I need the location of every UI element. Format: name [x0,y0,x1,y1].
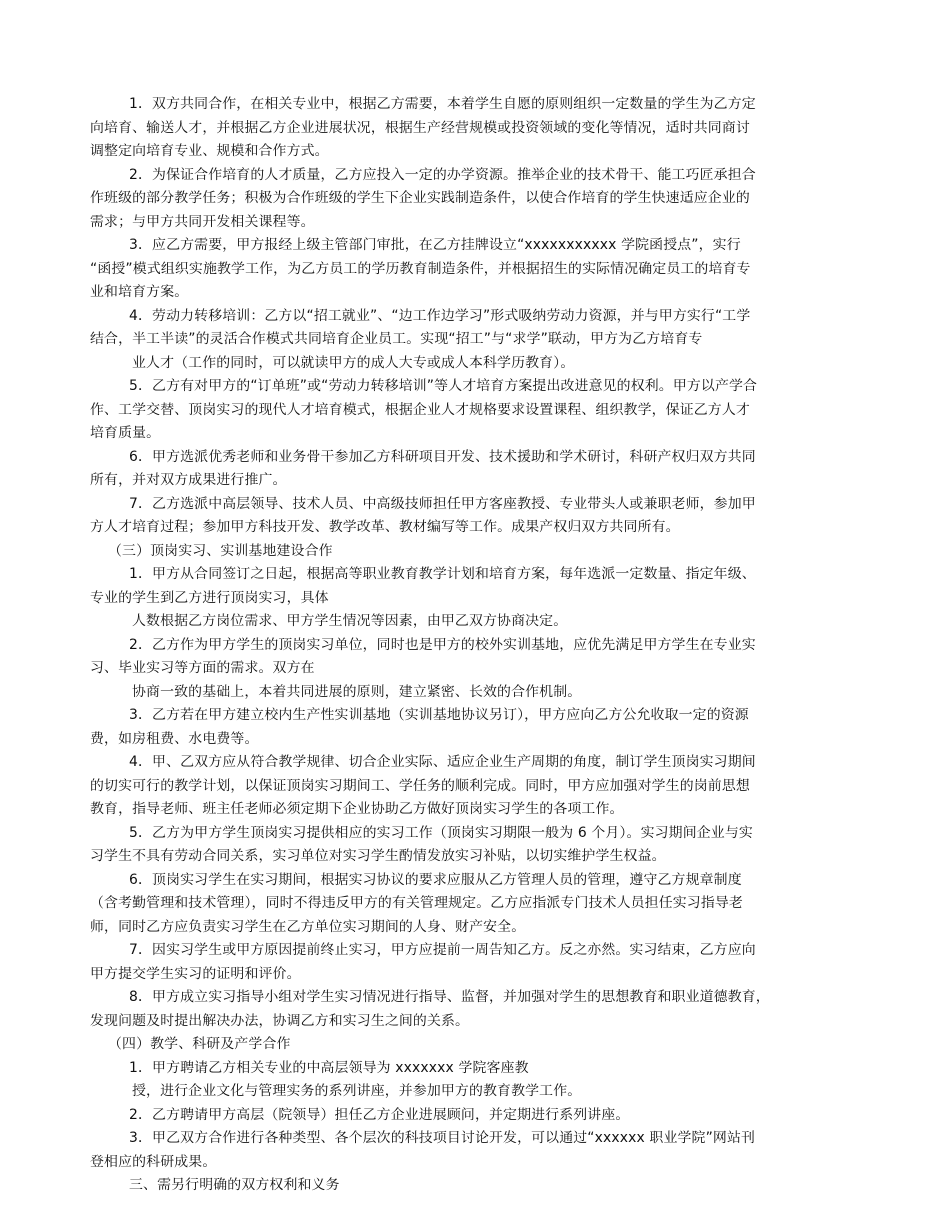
text-line: 5．乙方有对甲方的“订单班”或“劳动力转移培训”等人才培育方案提出改进意见的权利。甲方以产学合 [129,378,758,394]
text-line: 方人才培育过程；参加甲方科技开发、教学改革、教材编写等工作。成果产权归双方共同所有。 [90,519,680,535]
text-line: 专业的学生到乙方进行顶岗实习，具体 [90,589,329,606]
text-line: 作、工学交替、顶岗实习的现代人才培育模式，根据企业人才规格要求设置课程、组织教学，保证乙方人才 [90,401,750,418]
text-line: 2．乙方作为甲方学生的顶岗实习单位，同时也是甲方的校外实训基地，应优先满足甲方学生在专业实 [129,636,756,653]
text-line: 4．劳动力转移培训：乙方以“招工就业”、“边工作边学习”形式吸纳劳动力资源，并与甲方实行“工学 [129,307,751,324]
text-line: 2．乙方聘请甲方高层（院领导）担任乙方企业进展顾问，并定期进行系列讲座。 [129,1106,630,1123]
text-line: 向培育、输送人才，并根据乙方企业进展状况，根据生产经营规模或投资领域的变化等情况，适时共同商讨 [90,119,750,136]
text-line: （含考勤管理和技术管理），同时不得违反甲方的有关管理规定。乙方应指派专门技术人员担任实习指导老 [90,895,743,911]
text-line: 发现问题及时提出解决办法，协调乙方和实习生之间的关系。 [90,1012,470,1029]
text-line: 5．乙方为甲方学生顶岗实习提供相应的实习工作（顶岗实习期限一般为 6 个月）。实习期间企业与实 [129,824,753,841]
section-heading: （四）教学、科研及产学合作 [108,1036,291,1052]
text-line: 授，进行企业文化与管理实务的系列讲座，并参加甲方的教育教学工作。 [132,1083,582,1099]
text-line: 人数根据乙方岗位需求、甲方学生情况等因素，由甲乙双方协商决定。 [132,613,568,629]
text-line: 6．顶岗实习学生在实习期间，根据实习协议的要求应服从乙方管理人员的管理，遵守乙方规章制度 [129,871,742,888]
text-line: 协商一致的基础上，本着共同进展的原则，建立紧密、长效的合作机制。 [132,683,582,700]
text-line: 3．甲乙双方合作进行各种类型、各个层次的科技项目讨论开发，可以通过“xxxxxx 职业学院”网站刊 [129,1130,756,1146]
text-line: 3．乙方若在甲方建立校内生产性实训基地（实训基地协议另订），甲方应向乙方公允收取一定的资源 [129,707,749,723]
text-line: 1．甲方从合同签订之日起，根据高等职业教育教学计划和培育方案，每年选派一定数量、指定年级、 [129,566,756,582]
text-line: 结合，半工半读”的灵活合作模式共同培育企业员工。实现“招工”与“求学”联动，甲方为乙方培育专 [90,331,703,347]
text-line: 教育，指导老师、班主任老师必须定期下企业协助乙方做好顶岗实习学生的各项工作。 [90,801,624,817]
text-line: 4．甲、乙双方应从符合教学规律、切合企业实际、适应企业生产周期的角度，制订学生顶岗实习期间 [129,754,756,770]
text-line: 7．乙方选派中高层领导、技术人员、中高级技师担任甲方客座教授、专业带头人或兼职老师，参加甲 [129,495,756,512]
text-line: 习学生不具有劳动合同关系，实习单位对实习学生酌情发放实习补贴，以切实维护学生权益。 [90,848,666,864]
text-line: 师，同时乙方应负责实习学生在乙方单位实习期间的人身、财产安全。 [90,918,526,935]
text-line: 所有，并对双方成果进行推广。 [90,472,287,488]
text-line: 业人才（工作的同时，可以就读甲方的成人大专或成人本科学历教育）。 [132,354,575,371]
text-line: 1．双方共同合作，在相关专业中，根据乙方需要，本着学生自愿的原则组织一定数量的学生为乙方定 [129,96,756,112]
text-line: 1．甲方聘请乙方相关专业的中高层领导为 xxxxxxx 学院客座教 [129,1059,529,1076]
text-line: 登相应的科研成果。 [90,1153,217,1170]
section-heading: （三）顶岗实习、实训基地建设合作 [108,542,333,559]
text-line: 的切实可行的教学计划，以保证顶岗实习期间工、学任务的顺利完成。同时，甲方应加强对学生的岗前思想 [90,777,750,794]
text-line: 6．甲方选派优秀老师和业务骨干参加乙方科研项目开发、技术援助和学术研讨，科研产权归双方共同 [129,448,756,465]
text-line: 调整定向培育专业、规模和合作方式。 [90,143,329,159]
text-line: 3．应乙方需要，甲方报经上级主管部门审批，在乙方挂牌设立“xxxxxxxxxxx 学院函授点”，实行 [129,237,741,253]
text-line: 8．甲方成立实习指导小组对学生实习情况进行指导、监督，并加强对学生的思想教育和职业道德教育， [129,989,770,1005]
section-heading: 三、需另行明确的双方权利和义务 [129,1177,340,1193]
text-line: 作班级的部分教学任务；积极为合作班级的学生下企业实践制造条件，以使合作培育的学生快速适应企业的 [90,190,750,206]
text-line: 2．为保证合作培育的人才质量，乙方应投入一定的办学资源。推举企业的技术骨干、能工巧匠承担合 [129,166,756,183]
text-line: 业和培育方案。 [90,284,189,300]
text-line: 甲方提交学生实习的证明和评价。 [90,965,301,982]
text-line: 7．因实习学生或甲方原因提前终止实习，甲方应提前一周告知乙方。反之亦然。实习结束，乙方应向 [129,942,756,958]
text-line: 需求；与甲方共同开发相关课程等。 [90,213,315,230]
text-line: 费，如房租费、水电费等。 [90,730,259,747]
text-line: 习、毕业实习等方面的需求。双方在 [90,660,315,676]
text-line: “函授”模式组织实施教学工作，为乙方员工的学历教育制造条件，并根据招生的实际情况确定员工的培育专 [90,260,751,277]
text-line: 培育质量。 [90,425,161,441]
